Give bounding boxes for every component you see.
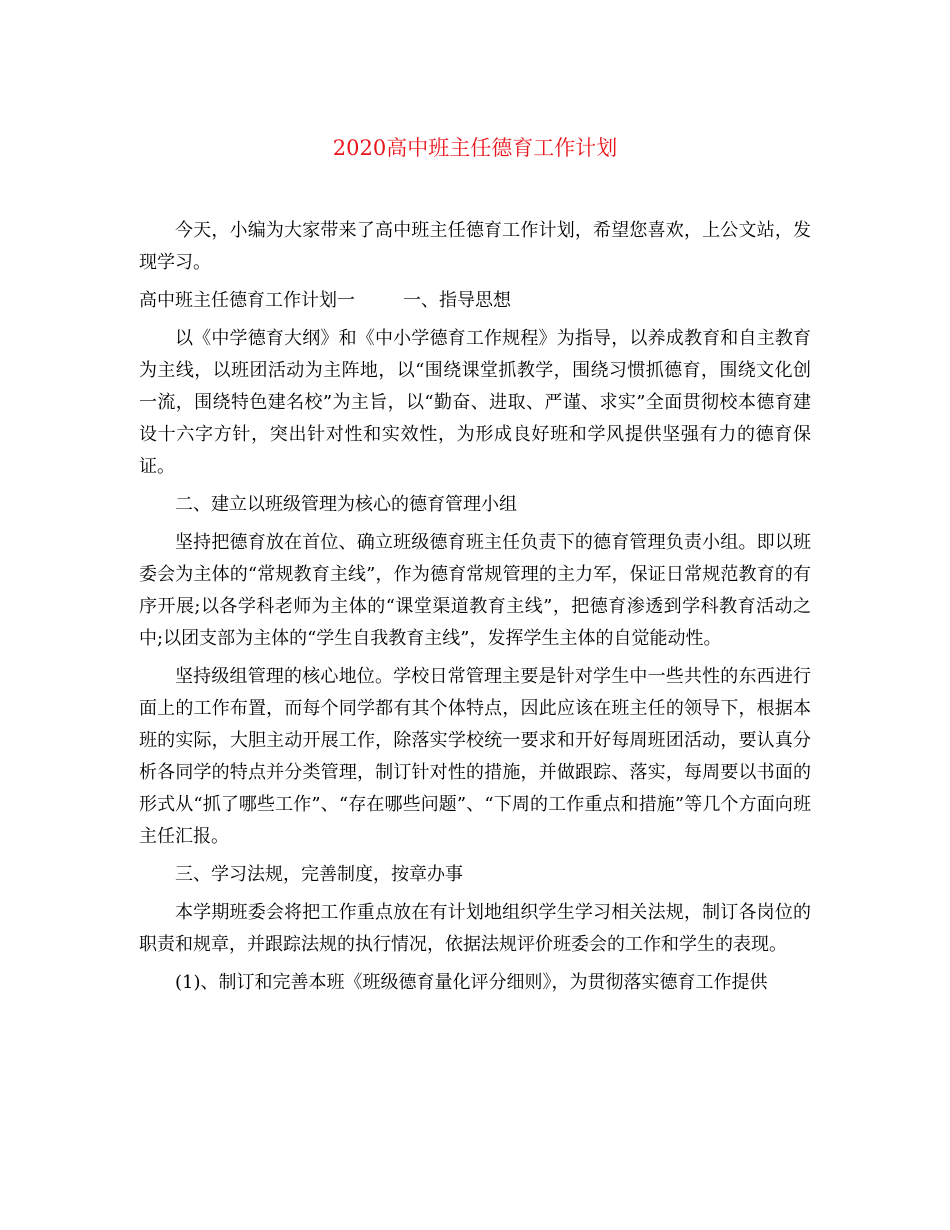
section-heading-line	[139, 285, 811, 317]
paragraph-guiding-ideology: 以《中学德育大纲》和《中小学德育工作规程》为指导，以养成教育和自主教育为主线，以班团活动为主阵地，以“围绕课堂抓教学，围绕习惯抓德育，围绕文化创一流，围绕特色建名校”为主旨，以“勤奋、进取、严谨、求实”全面贯彻校本德育建设十六字方针，突出针对性和实效性，为形成良好班和学风提供坚强有力的德育保证。	[139, 328, 811, 477]
paragraph-management-group: 坚持把德育放在首位、确立班级德育班主任负责下的德育管理负责小组。即以班委会为主体的“常规教育主线”，作为德育常规管理的主力军，保证日常规范教育的有序开展;以各学科老师为主体的“课堂渠道教育主线”，把德育渗透到学科教育活动之中;以团支部为主体的“学生自我教育主线”，发挥学生主体的自觉能动性。	[139, 532, 811, 649]
paragraph-regulations: 本学期班委会将把工作重点放在有计划地组织学生学习相关法规，制订各岗位的职责和规章，并跟踪法规的执行情况，依据法规评价班委会的工作和学生的表现。	[139, 902, 811, 955]
document-body	[139, 215, 811, 1005]
paragraph-item-1: (1)、制订和完善本班《班级德育量化评分细则》，为贯彻落实德育工作提供	[175, 972, 768, 993]
intro-paragraph: 今天，小编为大家带来了高中班主任德育工作计划，希望您喜欢，上公文站，发现学习。	[139, 220, 811, 273]
section-heading-guiding: 一、指导思想	[403, 290, 511, 311]
paragraph-grade-management: 坚持级组管理的核心地位。学校日常管理主要是针对学生中一些共性的东西进行面上的工作布置，而每个同学都有其个体特点，因此应该在班主任的领导下，根据本班的实际，大胆主动开展工作，除落实学校统一要求和开好每周班团活动，要认真分析各同学的特点并分类管理，制订针对性的措施，并做跟踪、落实，每周要以书面的形式从“抓了哪些工作”、“存在哪些问题”、“下周的工作重点和措施”等几个方面向班主任汇报。	[139, 666, 811, 847]
plan-subtitle: 高中班主任德育工作计划一	[139, 290, 355, 311]
section-heading-management: 二、建立以班级管理为核心的德育管理小组	[175, 494, 517, 515]
document-title: 2020高中班主任德育工作计划	[332, 136, 618, 160]
section-heading-regulations: 三、学习法规，完善制度，按章办事	[175, 864, 463, 885]
